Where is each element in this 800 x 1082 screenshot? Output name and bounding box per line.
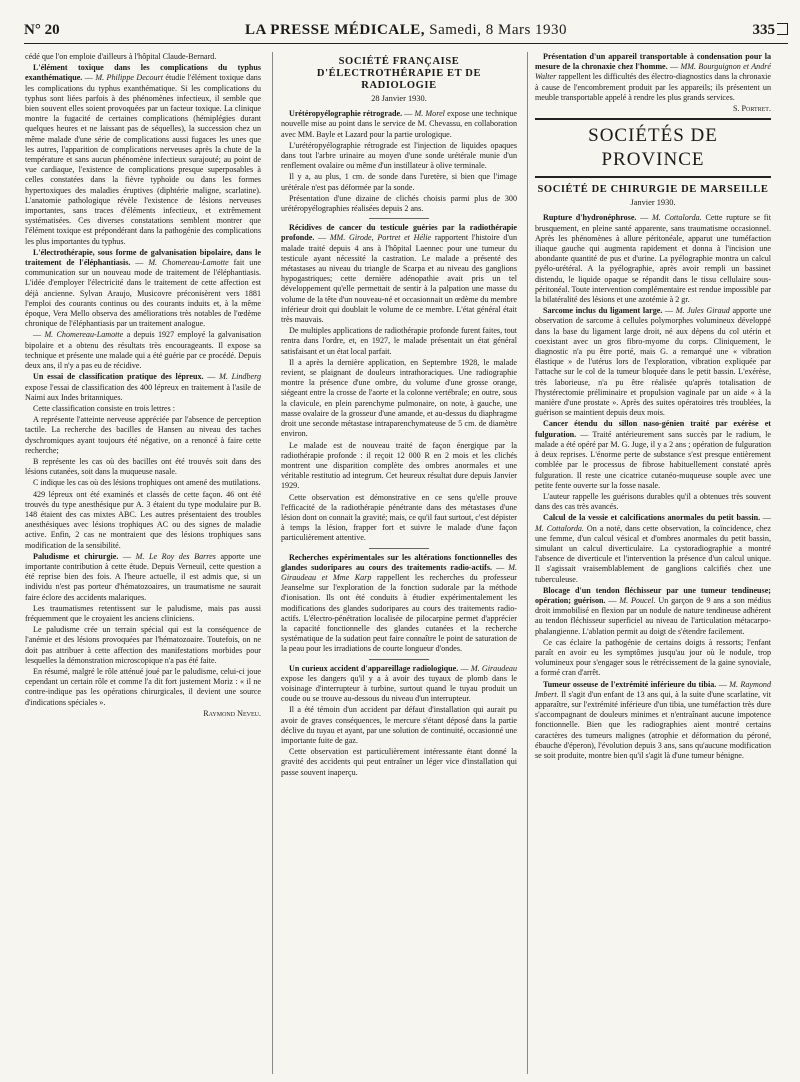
paragraph: Cette observation est particulièrement intéressante étant donné la gravité des accidents qui peut entraîner un léger vice d'installation qui passe souvent inaperçu. xyxy=(281,747,517,777)
article-tumeur-tibia: Tumeur osseuse de l'extrémité inférieure du tibia. — M. Raymond Imbert. Il s'agit d'un enfant de 13 ans qui, à la suite d'une scarlatine, vit apparaître, sur l'extrémité inférieure d'un tibia, une tuméfaction très dure s'accompagnant de douleurs minimes et n'entraînant aucune impotence fonctionnelle. Bien que les radiographies aient montré certains caractères des tumeurs malignes (atrophie et déformation du péroné, ébauche d'éperon), l'évolution depuis 3 ans, sans qu'aucune modification se soit produite, montre bien qu'il s'agit là d'une tumeur bénigne. xyxy=(535,679,772,760)
article-text: expose une technique nouvelle mise au point dans le service de M. Chevassu, en collaboration avec MM. Bayle et Lazard pour la partie urologique. xyxy=(281,109,518,139)
column-3 xyxy=(535,52,771,762)
article-hydronephrose: Rupture d'hydronéphrose. — M. Cottalorda. Cette rupture se fit brusquement, en pleine santé apparente, sans traumatisme occasionnel. Après les phénomènes à allure péritonéale, apparut une tuméfaction iliaque gauche qui augmenta rapidement et donna à l'incision une abondante quantité de pus et d'urine. La pyélographie montra un calcul pyélo-urétéral. A la pyélographie, après avoir rempli un bassinet distendu, le liquide opaque se répandit dans le tissu cellulaire sous-péritonéal. Toute intervention complémentaire est rendue impossible par la bilatéralité des lésions et une azotémie à 2 gr. xyxy=(535,213,771,305)
article-title: L'électrothérapie, sous forme de galvanisation bipolaire, dans le traitement de l'éléphantiasis. xyxy=(25,247,261,268)
article-cancer-testicule: Récidives de cancer du testicule guéries par la radiothérapie profonde. — MM. Girode, Portret et Hélie rapportent l'histoire d'un malade traité depuis 4 ans à l'hôpital Laennec pour une tumeur du testicule ayant nécessité la castration. Le malade a présenté des métastases au niveau du triangle de Scarpa et au niveau des ganglions hypogastriques; cette dernière adénopathie avait pris un tel développement qu'elle permettait de sentir à la palpation une masse du volume de la tête d'un nouveau-né et occasionnait un œdème du membre inférieur droit qui doublait le volume de ce membre. L'état général était très mauvais. xyxy=(281,223,518,325)
section-heading: SOCIÉTÉ FRANÇAISE D'ÉLECTROTHÉRAPIE ET DE RADIOLOGIE xyxy=(316,56,482,91)
article-title: L'élément toxique dans les complications du typhus exanthématique. xyxy=(25,63,261,83)
author: M. Raymond Imbert. xyxy=(535,679,772,699)
article-uretero: Urétéropyélographie rétrograde. — M. Morel expose une technique nouvelle mise au point dans le service de M. Chevassu, en collaboration avec MM. Bayle et Lazard pour la partie urologique. xyxy=(281,109,518,139)
article-title: Présentation d'un appareil transportable à condensation pour la mesure de la chronaxie chez l'homme. xyxy=(535,52,771,72)
column-rule xyxy=(527,52,528,1074)
paragraph: — M. Chomereau-Lamotte a depuis 1927 employé la galvanisation bipolaire et a obtenu des résultats très encourageants. Il expose sa technique et présente une malade qui a été guérie par ce procédé. Depuis deux ans, il n'y a pas eu de récidive. xyxy=(25,330,262,371)
author: M. Giraudeau xyxy=(470,663,517,673)
article-sarcome: Sarcome inclus du ligament large. — M. Jules Giraud apporte une observation de sarcome à cellules polymorphes volumineux développé dans la base du ligament large droit, né aux dépens du col utérin et coexistant avec un gros fibro-myome du corps. Cliniquement, le diagnostic n'a pu être porté, mais G. a remarqué une « vibration élastique » de l'utérus lors de l'exploration, vibration expliquée par l'attache sur le col de la tumeur bloquée dans le petit bassin. L'exérèse, très laborieuse, n'a pu être réalisée qu'après totalisation de l'hystérectomie préliminaire et propulsion vaginale par un aide « à la manière d'une prostate ». Après des suites opératoires très troublées, la guérison se maintient depuis deux mois. xyxy=(535,306,772,418)
author: M. Cottalorda. xyxy=(535,523,584,533)
column-1 xyxy=(25,52,261,723)
signature: Raymond Neveu. xyxy=(203,708,261,718)
article-text: rappellent les difficultés des électro-diagnostics dans la chronaxie à cause de l'encombrement produit par les appareils; ils présentent un meuble transportable appelé à rendre les plus grands services. xyxy=(535,72,772,102)
article-text: étudie l'élément toxique dans les complications du typhus exanthématique. Si les complications du typhus sont liées parfois à des phénomènes infectieux, il semble que bien souvent elles soient provoquées par un facteur toxique. La clinique montre la fugacité de certaines complications (hémiplégies durant quelques heures et ne laissant pas de séquelles), la succession chez un même malade d'une série de complications aussi fugaces les unes que les autres, l'apparition de complications nerveuses après la chute de la température et sans aucun phénomène infectieux surajouté; au point de vue cardiaque, l'existence de complications presque superposables à celles constatées dans la fièvre typhoïde ou dans les formes hypertoxiques des maladies éruptives (diphtérie maligne, scarlatine). L'anatomie pathologique révèle l'existence de lésions nerveuses importantes, sans traces d'éléments infectieux, et extrêmement systématisées. Ces diverses constatations semblent montrer que l'élément toxique est prépondérant dans la pathogénie des complications les plus importantes du typhus. xyxy=(25,73,261,246)
article-title: Sarcome inclus du ligament large. xyxy=(543,306,663,316)
article-text: Un garçon de 9 ans a son médius droit immobilisé en flexion par un nodule de nature tendineuse adhérent au tendon fléchisseur superficiel au niveau de l'articulation métacarpo-phalangienne. L'ablation permit au doigt de s'étendre facilement. xyxy=(535,595,771,636)
article-text: fait une communication sur un nouveau mode de traitement de l'éléphantiasis. L'idée d'employer l'électricité dans le traitement de cette affection est déjà ancienne. Sylvan Araujo, Musicovre préconisèrent vers 1881 l'emploi des courants continus ou des courants induits et, à la même époque, Vera Mello observa des améliorations très notables de l'œdème chronique de l'éléphantiasis par un traitement analogue. xyxy=(25,258,261,329)
paragraph: L'auteur rappelle les guérisons durables qu'il a obtenues très souvent dans des cas très avancés. xyxy=(535,491,771,512)
issue-date: Samedi, 8 Mars 1930 xyxy=(429,22,568,38)
article-typhus: L'élément toxique dans les complications du typhus exanthématique. — M. Philippe Decourt étudie l'élément toxique dans les complications du typhus exanthématique. Si les complications du typhus sont liées parfois à des phénomènes infectieux, il semble que bien souvent elles soient provoquées par un facteur toxique. La clinique montre la fugacité de certaines complications (hémiplégies durant quelques heures et ne laissant pas de séquelles), la succession chez un même malade d'une série de complications aussi fugaces les unes que les autres, l'apparition de complications nerveuses après la chute de la température et sans aucun phénomène infectieux surajouté; au point de vue cardiaque, l'existence de complications presque superposables à celles constatées dans la fièvre typhoïde ou dans les formes hypertoxiques des maladies éruptives (diphtérie maligne, scarlatine). L'anatomie pathologique révèle l'existence de lésions nerveuses importantes, sans traces d'éléments infectieux, et extrêmement systématisées. Ces diverses constatations semblent montrer que l'élément toxique est prépondérant dans la pathogénie des complications les plus importantes du typhus. xyxy=(25,63,261,246)
paragraph: Cette observation est démonstrative en ce sens qu'elle prouve l'efficacité de la radiothérapie pénétrante dans des métastases d'une lésion dont on connait la gravité; mais, ce qu'il faut surtout, c'est dépister à temps la lésion, frapper fort et suivre le malade d'une façon particulièrement attentive. xyxy=(281,492,517,543)
article-title: Récidives de cancer du testicule guéries par la radiothérapie profonde. xyxy=(281,223,517,243)
paragraph: C indique les cas où des lésions trophiques ont amené des mutilations. xyxy=(33,478,261,488)
author: M. Cottalorda. xyxy=(651,213,702,223)
divider xyxy=(369,218,429,219)
article-title: Recherches expérimentales sur les altérations fonctionnelles des glandes sudoripares au cours des traitements radio-actifs. xyxy=(281,552,517,572)
journal-title xyxy=(245,22,567,39)
article-text: Cette rupture se fit brusquement, en pleine santé apparente, sans traumatisme occasionnel. Après les phénomènes à allure péritonéale, apparut une tuméfaction iliaque gauche qui augmenta rapidement et donna à l'incision une abondante quantité de pus et d'urine. La pyélographie montra un calcul pyélo-urétéral. A la pyélographie, après avoir rempli un bassinet distendu, le liquide opaque se répandit dans le tissu cellulaire sous-péritonéal. Toute intervention complémentaire est rendue impossible par la bilatéralité des lésions et une azotémie à 2 gr. xyxy=(535,213,771,305)
paragraph: Il y a, au plus, 1 cm. de sonde dans l'uretère, si bien que l'image urétérale n'est pas déformée par la sonde. xyxy=(281,172,517,192)
paragraph: B représente les cas où des bacilles ont été trouvés soit dans des lésions cutanées, soit dans la muqueuse nasale. xyxy=(25,456,261,477)
author: M. Philippe Decourt xyxy=(95,73,163,83)
article-title: Rupture d'hydronéphrose. xyxy=(543,213,637,223)
column-2 xyxy=(281,52,517,779)
paragraph: Présentation d'une dizaine de clichés choisis parmi plus de 300 urétéropyélographies réalisées depuis 2 ans. xyxy=(281,193,517,214)
page-number xyxy=(752,22,788,39)
article-text: apporte une importante contribution à cette étude. Depuis Verneuil, cette question a été reprise bien des fois. A l'heure actuelle, il est admis que, si un individu n'est pas porteur d'hématozoaires, un traumatisme ne saurait faire éclore des accidents malariques. xyxy=(25,551,262,602)
author: MM. Girode, Portret et Hélie xyxy=(329,233,432,243)
article-tendon: Blocage d'un tendon fléchisseur par une tumeur tendineuse; opération; guérison. — M. Poucel. Un garçon de 9 ans a son médius droit immobilisé en flexion par un nodule de nature tendineuse adhérent au tendon fléchisseur superficiel au niveau de l'articulation métacarpo-phalangienne. L'ablation permit au doigt de s'étendre facilement. xyxy=(535,585,771,636)
article-title: Tumeur osseuse de l'extrémité inférieure du tibia. xyxy=(543,679,717,689)
signature: S. Portret. xyxy=(732,104,771,114)
column-rule xyxy=(272,52,273,1074)
article-text: expose les dangers qu'il y a à avoir des tuyaux de plomb dans le voisinage d'interrupteur à turbine, surtout quand le tuyau produit un coude ou se trouve au-dessous du niveau d'un interrupteur. xyxy=(281,673,517,704)
article-glandes: Recherches expérimentales sur les altérations fonctionnelles des glandes sudoripares au cours des traitements radio-actifs. — M. Giraudeau et Mme Karp rappellent les recherches du professeur Jeanselme sur l'exploration de la fonction sudorale par la méthode d'ionisation. Ils ont été conduits à étudier expérimentalement les modifications des glandes sudoripares au cours des traitements radio-actifs. L'électro-pénétration localisée de pilocarpine permet d'apprécier la capacité fonctionnelle des glandes cutanées et la recherche systématique de la sudation peut faire connaître le point de saturation de la peau pour les irradiations de courte longueur d'ondes. xyxy=(281,552,517,654)
author: M. Giraudeau et Mme Karp xyxy=(281,562,517,582)
article-electrotherapie: L'électrothérapie, sous forme de galvanisation bipolaire, dans le traitement de l'éléphantiasis. — M. Chomereau-Lamotte fait une communication sur un nouveau mode de traitement de l'éléphantiasis. L'idée d'employer l'électricité dans le traitement de cette affection est déjà ancienne. Sylvan Araujo, Musicovre préconisèrent vers 1881 l'emploi des courants continus ou des courants induits et, à la même époque, Vera Mello observa des améliorations très notables de l'œdème chronique de l'éléphantiasis par un traitement analogue. xyxy=(25,247,261,329)
article-text: apporte une observation de sarcome à cellules polymorphes volumineux développé dans la base du ligament large droit, né aux dépens du col utérin et coexistant avec un gros fibro-myome du corps. Cliniquement, le diagnostic n'a pu être porté, mais G. a remarqué une « vibration élastique » de l'utérus lors de l'exploration, vibration expliquée par l'attache sur le col de la tumeur bloquée dans le petit bassin. L'exérèse, très laborieuse, n'a pu être réalisée qu'après totalisation de l'hystérectomie préliminaire et propulsion vaginale par un aide « à la manière d'une prostate ». Après des suites opératoires très troublées, la guérison se maintient depuis deux mois. xyxy=(535,306,772,418)
paragraph: Il a été témoin d'un accident par défaut d'installation qui aurait pu avoir de graves conséquences, le mercure s'étant déposé dans la partie déclive du tuyau et ayant, par une solution de continuité, occasionné une importante fuite de gaz. xyxy=(281,705,517,745)
paragraph: Il a après la dernière application, en Septembre 1928, le malade revient, se plaignant de douleurs intrathoraciques. Une radiographie montre la présence d'une ombre, du volume d'une grosse orange, siégeant entre la crosse de l'aorte et la colonne vertébrale; en outre, sous la clavicule, en plein parenchyme pulmonaire, on note, à gauche, une masse ovalaire de la grosseur d'une amande, et au-dessus du diaphragme droit une seconde métastase intraparenchymateuse de 5 cm. de diamètre environ. xyxy=(281,357,517,439)
article-title: Paludisme et chirurgie. xyxy=(33,551,119,561)
paragraph: Les traumatismes retentissent sur le paludisme, mais pas aussi fréquemment que le croyaient les anciens cliniciens. xyxy=(25,603,261,623)
article-title: Un essai de classification pratique des lépreux. xyxy=(33,372,204,382)
article-paludisme: Paludisme et chirurgie. — M. Le Roy des Barres apporte une importante contribution à cette étude. Depuis Verneuil, cette question a été reprise bien des fois. A l'heure actuelle, il est admis que, si un individu n'est pas porteur d'hématozoaires, un traumatisme ne saurait faire éclore des accidents malariques. xyxy=(25,551,262,602)
author: M. Chomereau-Lamotte xyxy=(148,258,229,268)
article-text: On a noté, dans cette observation, la coïncidence, chez une femme, d'un calcul vésical et d'ombres anormales du petit bassin, simulant un calcul diverticulaire. La cystoradiographie a montré l'absence de diverticule et l'intervention la présence d'un calcul unique. Il s'agissait vraisemblablement de ganglions calcifiés chez une tuberculeuse. xyxy=(535,523,771,584)
paragraph: Cette classification consiste en trois lettres : xyxy=(33,403,176,413)
author: MM. Bourguignon et André Walter xyxy=(535,62,772,82)
divider xyxy=(369,548,429,549)
article-text: rapportent l'histoire d'un malade traité depuis 4 ans à l'hôpital Laennec pour une tumeur du testicule ayant nécessité la castration. Le malade a présenté des métastases au niveau du triangle de Scarpa et au niveau des ganglions hypogastriques; cette dernière adénopathie avait pris un tel développement qu'elle permettait de sentir à la palpation une masse du volume de la tête d'un nouveau-né et occasionnait un œdème du membre inférieur droit qui doublait le volume de ce membre. L'état général était très mauvais. xyxy=(281,233,518,325)
article-lepreux: Un essai de classification pratique des lépreux. — M. Lindberg expose l'essai de classification des 400 lépreux en traitement à l'asile de Naimi aux Indes britanniques. xyxy=(25,372,262,402)
big-section-title: SOCIÉTÉS DE PROVINCE xyxy=(535,118,771,178)
section-date: 28 Janvier 1930. xyxy=(371,94,427,103)
author: M. Lindberg xyxy=(219,372,262,382)
paragraph: Le malade est de nouveau traité de façon énergique par la radiothérapie profonde : il reçoit 12 000 R en 2 mois et les clichés montrent une disparition complète des ombres anormales et une véritable restitutio ad integrum. Cet heureux résultat dure depuis Janvier 1929. xyxy=(281,440,517,491)
article-text: rappellent les recherches du professeur Jeanselme sur l'exploration de la fonction sudorale par la méthode d'ionisation. Ils ont été conduits à étudier expérimentalement les modifications des glandes sudoripares au cours des traitements radio-actifs. L'électro-pénétration localisée de pilocarpine permet d'apprécier la capacité fonctionnelle des glandes cutanées et la recherche systématique de la sudation peut faire connaître le point de saturation de la peau pour les irradiations de courte longueur d'ondes. xyxy=(281,572,517,654)
paragraph: Ce cas éclaire la pathogénie de certains doigts à ressorts; l'enfant paraît en avoir eu les symptômes jusqu'au jour où le nodule, trop volumineux pour s'engager sous le rétrécissement de la gaine synoviale, a formé cran d'arrêt. xyxy=(535,637,771,678)
article-text: Traité antérieurement sans succès par le radium, le malade a été opéré par M. G. Juge, il y a 2 ans ; opération de fulguration à deux reprises. L'énorme perte de substance s'est presque entièrement comblée par le processus de fibrose habituellement constaté après fulguration. Il reste une cicatrice cutanéo-muqueuse souple avec une petite fente ouverte sur la fosse nasale. xyxy=(535,429,771,490)
paragraph: A représente l'atteinte nerveuse appréciée par l'absence de perception tactile. La recherche des bacilles de Hansen au niveau des taches dyschromiques ayant toujours été négative, on a renoncé à faire cette recherche; xyxy=(25,415,261,455)
article-title: Un curieux accident d'appareillage radiologique. xyxy=(289,663,459,673)
author: M. Le Roy des Barres xyxy=(135,551,216,561)
article-accident: Un curieux accident d'appareillage radiologique. — M. Giraudeau expose les dangers qu'il y a à avoir des tuyaux de plomb dans le voisinage d'interrupteur à turbine, surtout quand le tuyau produit un coude ou se trouve au-dessous du niveau d'un interrupteur. xyxy=(281,663,517,704)
paragraph: Le paludisme crée un terrain spécial qui est la conséquence de l'anémie et des lésions provoquées par l'hématozoaire. Toutefois, on ne doit pas attribuer à cette affection des manifestations morbides pour lesquelles la démonstration microscopique n'a pas été faite. xyxy=(25,625,261,665)
issue-number: N° 20 xyxy=(24,22,60,38)
author: M. Chomereau-Lamotte xyxy=(44,330,124,340)
article-title: Cancer étendu du sillon naso-génien traité par exérèse et fulguration. xyxy=(535,419,771,439)
paragraph: L'urétéropyélographie rétrograde est l'injection de liquides opaques dans tout l'arbre urinaire au moyen d'une sonde urétérale munie d'un renflement ovalaire ou même d'un instillateur à olive terminale. xyxy=(281,140,517,171)
article-title: Calcul de la vessie et calcifications anormales du petit bassin. xyxy=(543,513,761,523)
article-chronaxie: Présentation d'un appareil transportable à condensation pour la mesure de la chronaxie chez l'homme. — MM. Bourguignon et André Walter rappellent les difficultés des électro-diagnostics dans la chronaxie à cause de l'encombrement produit par les appareils; ils présentent un meuble transportable appelé à rendre les plus grands services. xyxy=(535,52,772,102)
page-number-text: 335 xyxy=(752,22,775,38)
author: M. Jules Giraud xyxy=(675,306,730,316)
divider xyxy=(369,659,429,660)
paragraph: De multiples applications de radiothérapie profonde furent faites, tout rentra dans l'ordre, et, en 1927, le malade présentait un état général satisfaisant et un état local parfait. xyxy=(281,326,517,356)
journal-name: LA PRESSE MÉDICALE, xyxy=(245,22,425,38)
section-date: Janvier 1930. xyxy=(630,198,676,208)
page-corner-icon xyxy=(777,23,788,35)
article-cancer-nasogenien: Cancer étendu du sillon naso-génien traité par exérèse et fulguration. — Traité antérieurement sans succès par le radium, le malade a été opéré par M. G. Juge, il y a 2 ans ; opération de fulguration à deux reprises. L'énorme perte de substance s'est presque entièrement comblée par le processus de fibrose habituellement constaté après fulguration. Il reste une cicatrice cutanéo-muqueuse souple avec une petite fente ouverte sur la fosse nasale. xyxy=(535,419,771,490)
paragraph: cédé que l'on emploie d'ailleurs à l'hôpital Claude-Bernard. xyxy=(25,52,217,61)
paragraph: En résumé, malgré le rôle atténué joué par le paludisme, celui-ci joue cependant un certain rôle et comme l'a dit fort justement Moriz : « il ne contre-indique pas les opérations chirurgicales, il devient une source d'indications spéciales ». xyxy=(25,666,261,707)
author: M. Morel xyxy=(414,109,445,119)
paragraph: 429 lépreux ont été examinés et classés de cette façon. 46 ont été trouvés du type anesthésique pur A. 3 étaient du type modulaire pur B. 148 étaient des cas mixtes ABC. Les autres présentaient des troubles anesthésiques avec lésions trophiques AC ou des signes de maladie active. Enfin, 2 cas ne montraient que des lésions trophiques sans modification de la sensibilité. xyxy=(25,489,261,550)
article-title: Urétéropyélographie rétrograde. xyxy=(289,109,403,119)
article-text: Il s'agit d'un enfant de 13 ans qui, à la suite d'une scarlatine, vit apparaître, sur l'extrémité inférieure d'un tibia, une tuméfaction très dure s'accompagnant de douleurs minimes et n'entraînant aucune impotence fonctionnelle. Bien que les radiographies aient montré certains caractères des tumeurs malignes (atrophie et déformation du péroné, ébauche d'éperon), l'évolution depuis 3 ans, sans qu'aucune modification se soit produite, montre bien qu'il s'agit là d'une tumeur bénigne. xyxy=(535,689,771,760)
article-text: a depuis 1927 employé la galvanisation bipolaire et a obtenu des résultats très encourageants. Il expose sa technique et présente une malade qui a été guérie par ce procédé. Depuis deux ans, il n'y a pas eu de récidive. xyxy=(25,330,262,371)
section-heading: SOCIÉTÉ DE CHIRURGIE DE MARSEILLE xyxy=(537,184,769,196)
page-header xyxy=(24,14,788,44)
article-title: Blocage d'un tendon fléchisseur par une tumeur tendineuse; opération; guérison. xyxy=(535,585,771,605)
article-text: expose l'essai de classification des 400 lépreux en traitement à l'asile de Naimi aux Indes britanniques. xyxy=(25,382,261,402)
article-calcul-vessie: Calcul de la vessie et calcifications anormales du petit bassin. — M. Cottalorda. On a noté, dans cette observation, la coïncidence, chez une femme, d'un calcul vésical et d'ombres anormales du petit bassin, simulant un calcul diverticulaire. La cystoradiographie a montré l'absence de diverticule et l'intervention la présence d'un calcul unique. Il s'agissait vraisemblablement de ganglions calcifiés chez une tuberculeuse. xyxy=(535,513,771,584)
author: M. Poucel. xyxy=(619,595,656,605)
